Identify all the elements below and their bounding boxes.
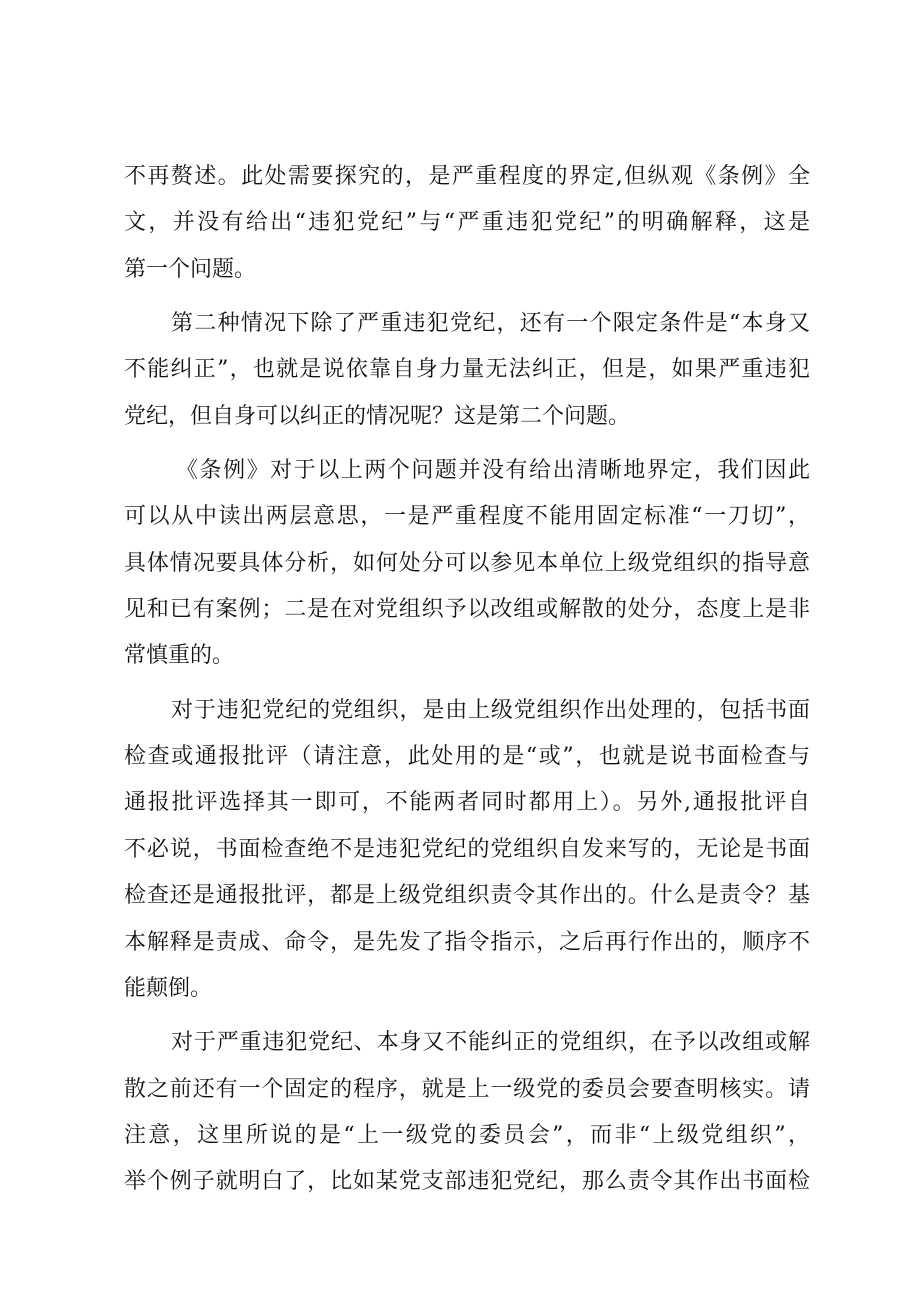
paragraph-line: 文，并没有给出“违犯党纪”与“严重违犯党纪”的明确解释，这是 (124, 210, 810, 236)
paragraph-line: 注意，这里所说的是“上一级党的委员会”，而非“上级党组织”， (124, 1122, 810, 1148)
paragraph-line: 对于严重违犯党纪、本身又不能纠正的党组织，在予以改组或解 (171, 1030, 810, 1056)
paragraph-line: 检查或通报批评（请注意，此处用的是“或”，也就是说书面检查与 (124, 744, 810, 770)
paragraph-line: 见和已有案例；二是在对党组织予以改组或解散的处分，态度上是非 (124, 597, 810, 623)
paragraph-line: 常慎重的。 (124, 643, 235, 669)
paragraph-line: 第二种情况下除了严重违犯党纪，还有一个限定条件是“本身又 (171, 311, 810, 337)
paragraph-line: 具体情况要具体分析，如何处分可以参见本单位上级党组织的指导意 (124, 550, 810, 576)
paragraph-line: 举个例子就明白了，比如某党支部违犯党纪，那么责令其作出书面检 (124, 1169, 810, 1195)
paragraph-line: 不能纠正”，也就是说依靠自身力量无法纠正，但是，如果严重违犯 (124, 357, 810, 383)
paragraph-line: 能颠倒。 (124, 975, 213, 1001)
paragraph-line: 《条例》对于以上两个问题并没有给出清晰地界定，我们因此 (176, 458, 810, 484)
paragraph-line: 检查还是通报批评，都是上级党组织责令其作出的。什么是责令？基 (124, 883, 810, 909)
body-text (124, 154, 810, 1206)
paragraph-line: 第一个问题。 (124, 256, 257, 282)
paragraph-line: 不再赘述。此处需要探究的，是严重程度的界定,但纵观《条例》全 (124, 164, 810, 189)
paragraph-line: 可以从中读出两层意思，一是严重程度不能用固定标准“一刀切”， (124, 504, 810, 530)
paragraph-line: 本解释是责成、命令，是先发了指令指示，之后再行作出的，顺序不 (124, 929, 810, 955)
paragraph-line: 通报批评选择其一即可，不能两者同时都用上）。另外,通报批评自 (124, 790, 810, 816)
paragraph-line: 不必说，书面检查绝不是违犯党纪的党组织自发来写的，无论是书面 (124, 836, 810, 862)
paragraph-line: 散之前还有一个固定的程序，就是上一级党的委员会要查明核实。请 (124, 1076, 810, 1102)
paragraph-line: 党纪，但自身可以纠正的情况呢？这是第二个问题。 (124, 403, 631, 429)
paragraph-line: 对于违犯党纪的党组织，是由上级党组织作出处理的，包括书面 (171, 697, 810, 723)
